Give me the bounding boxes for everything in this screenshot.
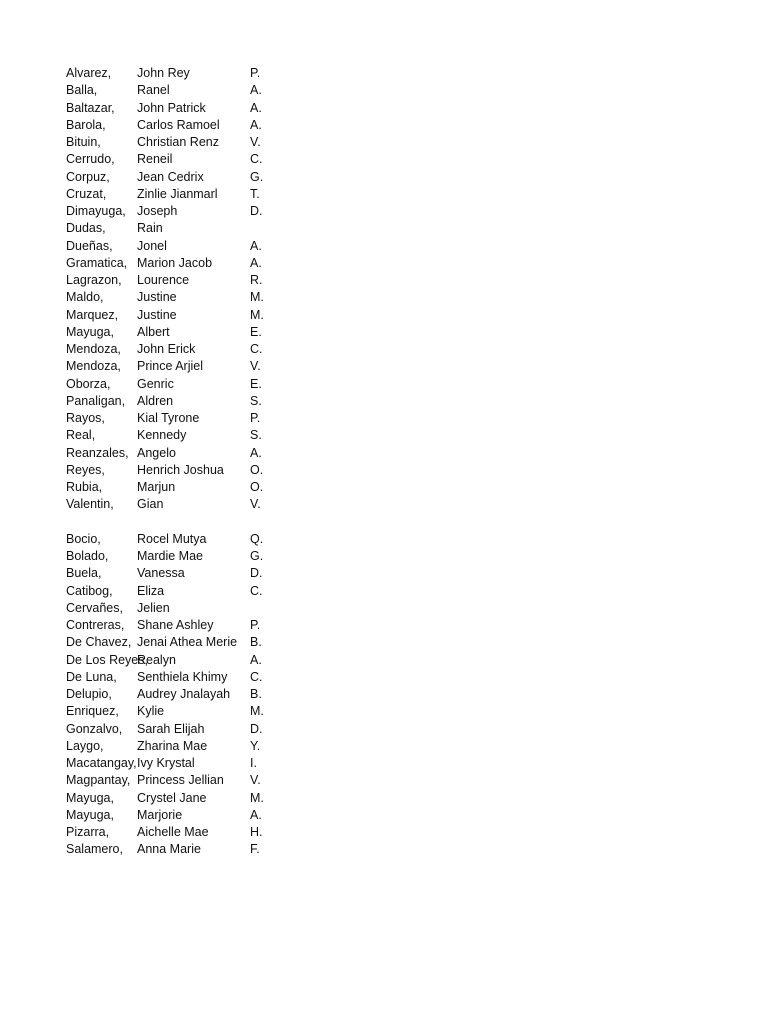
first-name-cell: Zharina Mae bbox=[137, 738, 208, 753]
middle-initial-cell: O. bbox=[250, 480, 264, 494]
first-name-cell: Marion Jacob bbox=[137, 255, 213, 270]
last-name-cell: Mendoza, bbox=[66, 359, 121, 374]
middle-initial-cell: A. bbox=[250, 445, 262, 460]
middle-initial-cell: Q. bbox=[250, 531, 264, 546]
list-row bbox=[66, 117, 326, 134]
middle-initial-cell: D. bbox=[250, 566, 263, 581]
list-row bbox=[66, 410, 326, 427]
first-name-cell: Ranel bbox=[137, 83, 170, 98]
middle-initial-cell: V. bbox=[250, 135, 261, 149]
first-name-cell: Reneil bbox=[137, 152, 173, 167]
middle-initial-cell: M. bbox=[250, 290, 264, 305]
middle-initial-cell: A. bbox=[250, 255, 262, 270]
last-name-cell: Contreras, bbox=[66, 618, 125, 632]
last-name-cell: Corpuz, bbox=[66, 169, 110, 184]
middle-initial-cell: V. bbox=[250, 497, 261, 512]
first-name-cell: Crystel Jane bbox=[137, 790, 207, 805]
last-name-cell: Reyes, bbox=[66, 462, 105, 477]
first-name-cell: Albert bbox=[137, 324, 170, 339]
first-name-cell: Zinlie Jianmarl bbox=[137, 186, 218, 201]
first-name-cell: Realyn bbox=[137, 652, 176, 667]
middle-initial-cell: E. bbox=[250, 376, 262, 391]
last-name-cell: Dudas, bbox=[66, 221, 106, 236]
last-name-cell: Bituin, bbox=[66, 135, 101, 149]
first-name-cell: Jean Cedrix bbox=[137, 169, 204, 184]
list-row bbox=[66, 824, 326, 841]
middle-initial-cell: A. bbox=[250, 100, 262, 115]
middle-initial-cell: V. bbox=[250, 359, 261, 374]
first-name-cell: Marjun bbox=[137, 480, 176, 494]
middle-initial-cell: C. bbox=[250, 152, 263, 167]
last-name-cell: Rubia, bbox=[66, 480, 103, 494]
list-row bbox=[66, 445, 326, 462]
first-name-cell: Lourence bbox=[137, 273, 190, 287]
middle-initial-cell: H. bbox=[250, 825, 263, 839]
middle-initial-cell: V. bbox=[250, 773, 261, 788]
middle-initial-cell: A. bbox=[250, 238, 262, 253]
list-row bbox=[66, 531, 326, 548]
list-row bbox=[66, 134, 326, 151]
middle-initial-cell: M. bbox=[250, 307, 264, 322]
last-name-cell: Panaligan, bbox=[66, 393, 126, 408]
middle-initial-cell: D. bbox=[250, 721, 263, 736]
last-name-cell: Macatangay, bbox=[66, 756, 137, 770]
list-row bbox=[66, 341, 326, 358]
list-row bbox=[66, 220, 326, 237]
middle-initial-cell: B. bbox=[250, 687, 262, 701]
middle-initial-cell: P. bbox=[250, 66, 261, 80]
middle-initial-cell: C. bbox=[250, 669, 263, 684]
last-name-cell: Rayos, bbox=[66, 411, 105, 425]
last-name-cell: Dimayuga, bbox=[66, 204, 126, 218]
first-name-cell: Rain bbox=[137, 221, 163, 236]
last-name-cell: Bocio, bbox=[66, 531, 101, 546]
list-row bbox=[66, 100, 326, 117]
middle-initial-cell: A. bbox=[250, 807, 262, 822]
first-name-cell: Shane Ashley bbox=[137, 618, 214, 632]
middle-initial-cell: R. bbox=[250, 273, 263, 287]
first-name-cell: Aldren bbox=[137, 393, 174, 408]
first-name-cell: Justine bbox=[137, 290, 177, 305]
list-row bbox=[66, 462, 326, 479]
first-name-cell: Mardie Mae bbox=[137, 549, 203, 563]
last-name-cell: Real, bbox=[66, 428, 96, 443]
first-name-cell: Joseph bbox=[137, 204, 178, 218]
first-name-cell: Princess Jellian bbox=[137, 773, 224, 788]
first-name-cell: Christian Renz bbox=[137, 135, 219, 149]
list-row bbox=[66, 703, 326, 720]
last-name-cell: Valentin, bbox=[66, 497, 114, 512]
last-name-cell: Marquez, bbox=[66, 307, 119, 322]
first-name-cell: Jenai Athea Merie bbox=[137, 635, 238, 650]
last-name-cell: Lagrazon, bbox=[66, 273, 122, 287]
last-name-cell: Cerrudo, bbox=[66, 152, 115, 167]
first-name-cell: John Patrick bbox=[137, 100, 206, 115]
first-name-cell: Ivy Krystal bbox=[137, 756, 195, 770]
middle-initial-cell: A. bbox=[250, 652, 262, 667]
list-row bbox=[66, 479, 326, 496]
first-name-cell: Justine bbox=[137, 307, 177, 322]
first-name-cell: Jelien bbox=[137, 600, 170, 615]
last-name-cell: Mendoza, bbox=[66, 342, 121, 356]
list-row bbox=[66, 255, 326, 272]
first-name-cell: Eliza bbox=[137, 583, 165, 598]
middle-initial-cell: P. bbox=[250, 618, 261, 632]
last-name-cell: Maldo, bbox=[66, 290, 104, 305]
list-row bbox=[66, 721, 326, 738]
last-name-cell: Dueñas, bbox=[66, 238, 113, 253]
middle-initial-cell: A. bbox=[250, 117, 262, 132]
list-row bbox=[66, 617, 326, 634]
last-name-cell: De Los Reyes, bbox=[66, 652, 148, 667]
middle-initial-cell: G. bbox=[250, 549, 264, 563]
list-row bbox=[66, 307, 326, 324]
middle-initial-cell: E. bbox=[250, 324, 262, 339]
list-row bbox=[66, 790, 326, 807]
list-row bbox=[66, 496, 326, 513]
first-name-cell: Kial Tyrone bbox=[137, 411, 200, 425]
last-name-cell: De Luna, bbox=[66, 669, 117, 684]
first-name-cell: Aichelle Mae bbox=[137, 825, 209, 839]
first-name-cell: Jonel bbox=[137, 238, 167, 253]
first-name-cell: Prince Arjiel bbox=[137, 359, 203, 374]
list-row bbox=[66, 565, 326, 582]
first-name-cell: Senthiela Khimy bbox=[137, 669, 228, 684]
last-name-cell: Alvarez, bbox=[66, 66, 112, 80]
list-row bbox=[66, 376, 326, 393]
first-name-cell: Vanessa bbox=[137, 566, 185, 581]
name-list-sheet bbox=[66, 65, 326, 859]
first-name-cell: Sarah Elijah bbox=[137, 721, 205, 736]
last-name-cell: Salamero, bbox=[66, 842, 123, 857]
list-row bbox=[66, 807, 326, 824]
last-name-cell: Reanzales, bbox=[66, 445, 129, 460]
last-name-cell: Baltazar, bbox=[66, 100, 115, 115]
list-row bbox=[66, 600, 326, 617]
list-row bbox=[66, 393, 326, 410]
list-row bbox=[66, 686, 326, 703]
first-name-cell: Anna Marie bbox=[137, 842, 201, 857]
last-name-cell: Balla, bbox=[66, 83, 98, 98]
list-row bbox=[66, 548, 326, 565]
list-row bbox=[66, 669, 326, 686]
list-row bbox=[66, 151, 326, 168]
list-row bbox=[66, 238, 326, 255]
first-name-cell: John Erick bbox=[137, 342, 196, 356]
middle-initial-cell: D. bbox=[250, 204, 263, 218]
last-name-cell: Bolado, bbox=[66, 549, 109, 563]
list-row bbox=[66, 65, 326, 82]
middle-initial-cell: M. bbox=[250, 704, 264, 719]
last-name-cell: Laygo, bbox=[66, 738, 104, 753]
middle-initial-cell: O. bbox=[250, 462, 264, 477]
middle-initial-cell: C. bbox=[250, 342, 263, 356]
list-row bbox=[66, 755, 326, 772]
middle-initial-cell: M. bbox=[250, 790, 264, 805]
first-name-cell: Kylie bbox=[137, 704, 165, 719]
last-name-cell: Oborza, bbox=[66, 376, 111, 391]
middle-initial-cell: C. bbox=[250, 583, 263, 598]
list-row bbox=[66, 272, 326, 289]
last-name-cell: Buela, bbox=[66, 566, 102, 581]
middle-initial-cell: B. bbox=[250, 635, 262, 650]
middle-initial-cell: P. bbox=[250, 411, 261, 425]
list-row bbox=[66, 289, 326, 306]
last-name-cell: Delupio, bbox=[66, 687, 112, 701]
last-name-cell: Mayuga, bbox=[66, 324, 114, 339]
list-row bbox=[66, 738, 326, 755]
last-name-cell: Mayuga, bbox=[66, 790, 114, 805]
middle-initial-cell: S. bbox=[250, 428, 262, 443]
first-name-cell: Gian bbox=[137, 497, 164, 512]
middle-initial-cell: G. bbox=[250, 169, 264, 184]
list-row bbox=[66, 841, 326, 858]
last-name-cell: Barola, bbox=[66, 117, 106, 132]
middle-initial-cell: A. bbox=[250, 83, 262, 98]
first-name-cell: Marjorie bbox=[137, 807, 183, 822]
list-row bbox=[66, 772, 326, 789]
list-row bbox=[66, 203, 326, 220]
first-name-cell: Audrey Jnalayah bbox=[137, 687, 231, 701]
list-row bbox=[66, 652, 326, 669]
list-row bbox=[66, 427, 326, 444]
first-name-cell: John Rey bbox=[137, 66, 190, 80]
first-name-cell: Rocel Mutya bbox=[137, 531, 207, 546]
last-name-cell: Gramatica, bbox=[66, 255, 128, 270]
first-name-cell: Kennedy bbox=[137, 428, 187, 443]
last-name-cell: De Chavez, bbox=[66, 635, 132, 650]
middle-initial-cell: Y. bbox=[250, 738, 261, 753]
middle-initial-cell: T. bbox=[250, 186, 260, 201]
middle-initial-cell: I. bbox=[250, 756, 257, 770]
list-row bbox=[66, 358, 326, 375]
last-name-cell: Catibog, bbox=[66, 583, 113, 598]
first-name-cell: Henrich Joshua bbox=[137, 462, 224, 477]
last-name-cell: Cervañes, bbox=[66, 600, 123, 615]
last-name-cell: Cruzat, bbox=[66, 186, 107, 201]
first-name-cell: Angelo bbox=[137, 445, 176, 460]
last-name-cell: Gonzalvo, bbox=[66, 721, 123, 736]
middle-initial-cell: F. bbox=[250, 842, 260, 857]
last-name-cell: Enriquez, bbox=[66, 704, 119, 719]
last-name-cell: Mayuga, bbox=[66, 807, 114, 822]
list-row bbox=[66, 634, 326, 651]
last-name-cell: Pizarra, bbox=[66, 825, 110, 839]
list-row bbox=[66, 583, 326, 600]
last-name-cell: Magpantay, bbox=[66, 773, 131, 788]
list-row bbox=[66, 324, 326, 341]
first-name-cell: Carlos Ramoel bbox=[137, 117, 220, 132]
list-row bbox=[66, 169, 326, 186]
list-row bbox=[66, 82, 326, 99]
middle-initial-cell: S. bbox=[250, 393, 262, 408]
group-separator bbox=[66, 514, 326, 531]
list-row bbox=[66, 186, 326, 203]
first-name-cell: Genric bbox=[137, 376, 174, 391]
